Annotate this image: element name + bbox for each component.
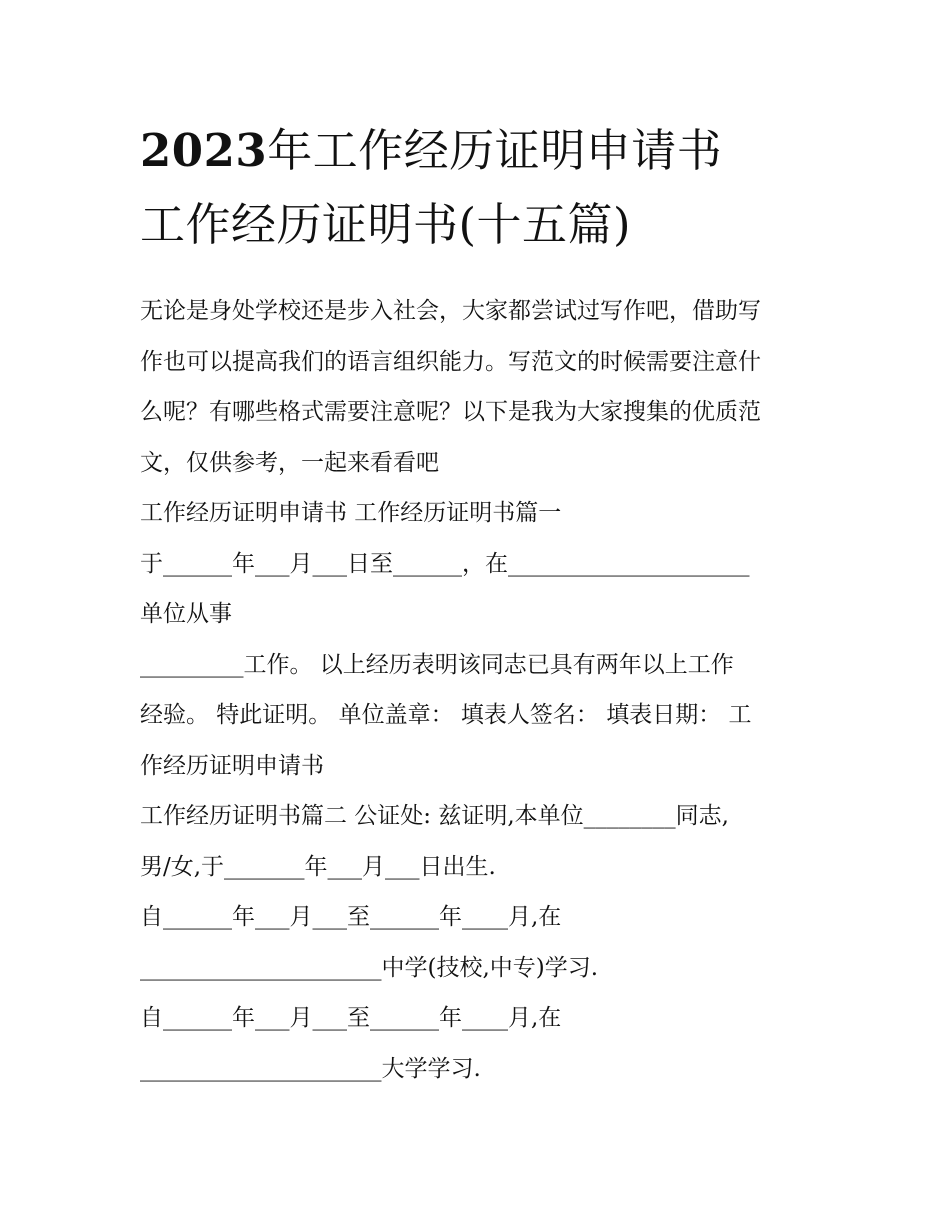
form-line: 男/女,于_______年___月___日出生. — [140, 853, 496, 880]
form-line: _____________________大学学习. — [140, 1055, 481, 1082]
section-heading-2: 工作经历证明书篇二 公证处: 兹证明,本单位________同志, — [140, 803, 729, 829]
intro-line: 么呢？有哪些格式需要注意呢？以下是我为大家搜集的优质范 — [140, 399, 761, 425]
form-line: 自______年___月___至______年____月,在 — [140, 1005, 562, 1031]
document-body — [140, 286, 820, 1094]
intro-line: 作也可以提高我们的语言组织能力。写范文的时候需要注意什 — [140, 348, 761, 375]
document-page — [140, 114, 820, 1094]
form-line: 自______年___月___至______年____月,在 — [140, 904, 562, 930]
intro-line: 无论是身处学校还是步入社会，大家都尝试过写作吧，借助写 — [140, 298, 761, 324]
intro-line: 文，仅供参考，一起来看看吧 — [140, 449, 439, 476]
form-line: 经验。 特此证明。 单位盖章： 填表人签名： 填表日期： 工 — [140, 702, 752, 728]
form-line: 作经历证明申请书 — [140, 752, 324, 779]
title-line-1-text: 年工作经历证明申请书 — [267, 124, 723, 177]
title-line-2: 工作经历证明书(十五篇) — [140, 198, 632, 251]
form-line: 单位从事 — [140, 601, 232, 627]
form-line: _________工作。 以上经历表明该同志已具有两年以上工作 — [140, 651, 734, 678]
title-year: 2023 — [140, 124, 268, 177]
document-title — [140, 114, 820, 262]
form-line: 于______年___月___日至______，在_____________________ — [140, 550, 750, 577]
title-line-1 — [140, 114, 820, 188]
form-line: _____________________中学(技校,中专)学习. — [140, 954, 599, 981]
section-heading-1: 工作经历证明申请书 工作经历证明书篇一 — [140, 500, 562, 526]
